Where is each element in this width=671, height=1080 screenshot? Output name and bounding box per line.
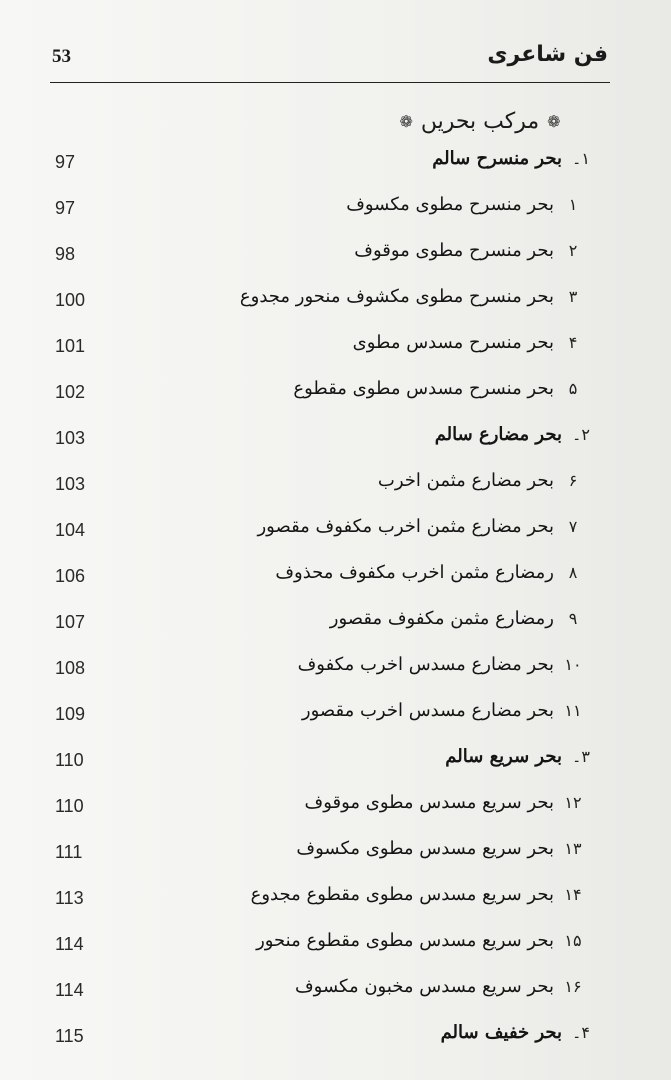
toc-entry-number: ۷ <box>568 517 578 536</box>
toc-entry <box>330 608 582 629</box>
toc-entry <box>305 792 582 813</box>
toc-page-number: 103 <box>55 428 86 448</box>
toc-page-number: 110 <box>55 796 84 816</box>
toc-row <box>55 790 590 826</box>
toc-row <box>55 882 590 918</box>
toc-entry <box>275 562 582 583</box>
toc-entry <box>295 976 582 997</box>
toc-entry-number: ۴۔ <box>572 1023 590 1042</box>
toc-row <box>55 1020 590 1056</box>
toc-entry <box>298 654 582 675</box>
section-title: مرکب بحریں <box>420 108 540 134</box>
toc-entry-number: ۱۶ <box>564 977 582 996</box>
toc-row <box>55 376 590 412</box>
toc-page-number: 107 <box>55 612 86 632</box>
toc-entry <box>432 148 590 169</box>
toc-entry <box>435 424 590 445</box>
toc-entry-title: بحر سریع مسدس مخبون مکسوف <box>295 976 554 997</box>
toc-row <box>55 836 590 872</box>
toc-entry-number: ۲۔ <box>572 425 590 444</box>
toc-page-number: 114 <box>55 980 84 1000</box>
toc-entry-title: بحر منسرح مطوی مکسوف <box>346 194 554 215</box>
toc-row <box>55 330 590 366</box>
toc-entry-title: بحر منسرح سالم <box>432 148 562 169</box>
toc-entry-title: بحر مضارع مثمن اخرب <box>377 470 554 491</box>
toc-row <box>55 284 590 320</box>
toc-page-number: 115 <box>55 1026 84 1046</box>
toc-page-number: 97 <box>55 198 76 218</box>
toc-page-number: 109 <box>55 704 86 724</box>
toc-page-number: 104 <box>55 520 86 540</box>
toc-row <box>55 192 590 228</box>
toc-row <box>55 928 590 964</box>
toc-entry-number: ۱۱ <box>564 701 582 720</box>
toc-entry-title: بحر سریع مسدس مطوی مکسوف <box>296 838 554 859</box>
toc-page-number: 101 <box>55 336 86 356</box>
toc-row <box>55 698 590 734</box>
toc-page-number: 100 <box>55 290 86 310</box>
toc-entry-number: ۱ <box>568 195 578 214</box>
toc-entry <box>353 332 582 353</box>
toc-entry-number: ۱۳ <box>564 839 582 858</box>
toc-entry <box>296 838 582 859</box>
toc-page-number: 102 <box>55 382 86 402</box>
ornament-icon: ❁ <box>399 111 413 131</box>
toc-entry <box>441 1022 590 1043</box>
toc-row <box>55 974 590 1010</box>
toc-entry-number: ۳ <box>568 287 578 306</box>
toc-entry-title: بحر سریع مسدس مطوی مقطوع منحور <box>256 930 554 951</box>
ornament-icon: ❁ <box>547 111 561 131</box>
toc-entry-number: ۱۵ <box>564 931 582 950</box>
toc-entry-number: ۱۔ <box>572 149 590 168</box>
toc-entry <box>293 378 582 399</box>
toc-entry-number: ۵ <box>568 379 578 398</box>
book-title: فن شاعری <box>487 42 608 67</box>
toc-row <box>55 744 590 780</box>
toc-row <box>55 606 590 642</box>
toc-page-number: 113 <box>55 888 84 908</box>
toc-entry-title: بحر سریع مسدس مطوی مقطوع مجدوع <box>250 884 554 905</box>
toc-page-number: 114 <box>55 934 84 954</box>
toc-entry-title: رمضارع مثمن مکفوف مقصور <box>329 608 554 629</box>
toc-row <box>55 560 590 596</box>
toc-row <box>55 514 590 550</box>
toc-page-number: 97 <box>55 152 76 172</box>
toc-entry-number: ۱۴ <box>564 885 582 904</box>
toc-entry-number: ۸ <box>568 563 578 582</box>
toc-entry <box>346 194 582 215</box>
toc-entry-title: بحر منسرح مطوی مکشوف منحور مجدوع <box>239 286 554 307</box>
toc-entry <box>354 240 582 261</box>
toc-page-number: 103 <box>55 474 86 494</box>
toc-entry-title: بحر مضارع مثمن اخرب مکفوف مقصور <box>257 516 554 537</box>
toc-entry-title: بحر مضارع مسدس اخرب مقصور <box>301 700 554 721</box>
toc-page-number: 110 <box>55 750 84 770</box>
toc-entry <box>256 930 582 951</box>
toc-page-number: 98 <box>55 244 76 264</box>
toc-entry <box>251 884 582 905</box>
toc-page-number: 111 <box>55 842 83 862</box>
toc-entry-number: ۱۰ <box>564 655 582 674</box>
toc-entry-title: رمضارع مثمن اخرب مکفوف محذوف <box>275 562 554 583</box>
toc-entry-title: بحر مضارع مسدس اخرب مکفوف <box>297 654 554 675</box>
toc-row <box>55 468 590 504</box>
toc-entry-number: ۶ <box>568 471 578 490</box>
toc-entry <box>257 516 582 537</box>
toc-entry <box>378 470 582 491</box>
toc-row <box>55 146 590 182</box>
toc-row <box>55 422 590 458</box>
toc-entry-number: ۲ <box>568 241 578 260</box>
toc-entry <box>240 286 582 307</box>
toc-entry-title: بحر منسرح مسدس مطوی مقطوع <box>293 378 554 399</box>
toc-entry-title: بحر منسرح مطوی موقوف <box>354 240 554 261</box>
toc-entry-title: بحر سریع مسدس مطوی موقوف <box>304 792 554 813</box>
toc-page-number: 108 <box>55 658 86 678</box>
page-number: 53 <box>52 46 71 67</box>
toc-entry-number: ۴ <box>568 333 578 352</box>
toc-entry-number: ۳۔ <box>572 747 590 766</box>
toc-entry-title: بحر منسرح مسدس مطوی <box>352 332 554 353</box>
toc-row <box>55 652 590 688</box>
toc-entry-number: ۹ <box>568 609 578 628</box>
toc-entry-title: بحر سریع سالم <box>445 746 562 767</box>
toc-page-number: 106 <box>55 566 86 586</box>
toc-entry <box>445 746 590 767</box>
toc-entry-title: بحر مضارع سالم <box>434 424 562 445</box>
toc-entry <box>302 700 582 721</box>
toc-entry-title: بحر خفیف سالم <box>440 1022 562 1043</box>
toc-entry-number: ۱۲ <box>564 793 582 812</box>
toc-row <box>55 238 590 274</box>
